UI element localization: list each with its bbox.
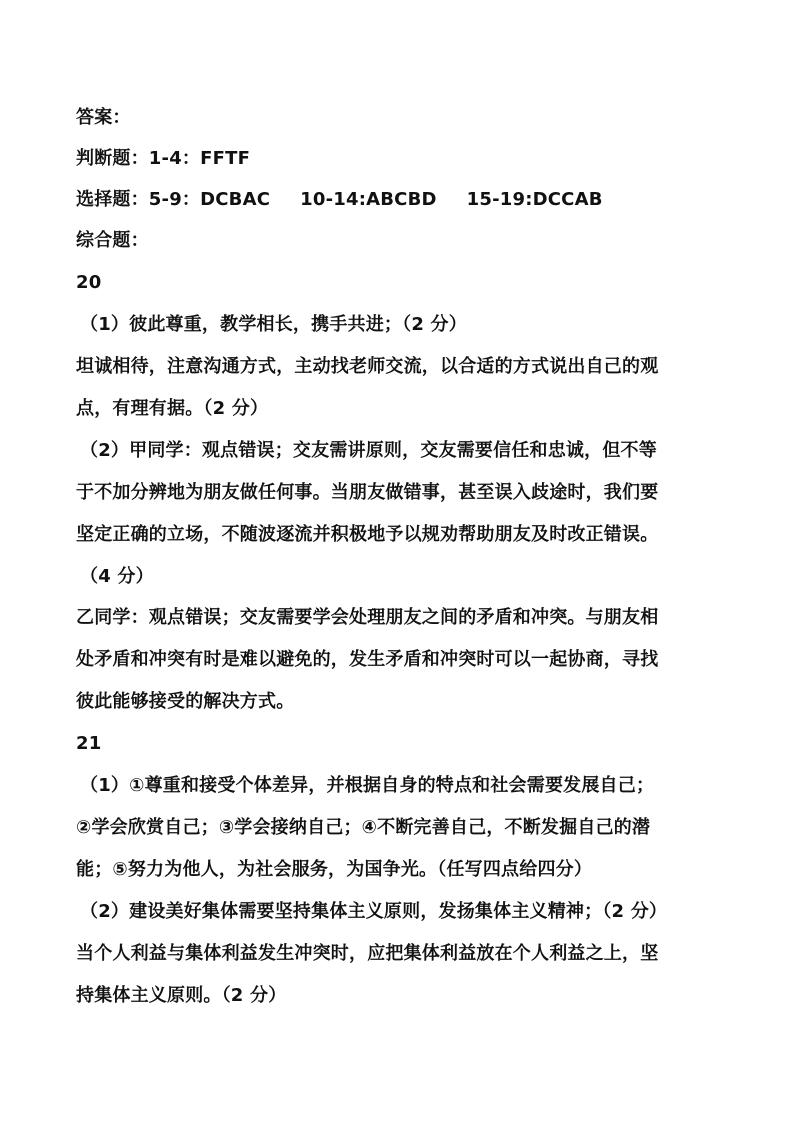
q20-part1-line2: 坦诚相待，注意沟通方式，主动找老师交流，以合适的方式说出自己的观: [76, 356, 659, 377]
choice-answers-15-19: 15-19:DCCAB: [466, 189, 603, 210]
q20-part2-line3: 坚定正确的立场，不随波逐流并积极地予以规劝帮助朋友及时改正错误。: [76, 524, 659, 545]
choice-answers-5-9: 选择题：5-9：DCBAC: [76, 189, 271, 210]
q20-part1-line3: 点，有理有据。（2 分）: [76, 398, 269, 419]
q21-part2-line3: 持集体主义原则。（2 分）: [76, 985, 287, 1006]
q21-part2-line2: 当个人利益与集体利益发生冲突时，应把集体利益放在个人利益之上，坚: [76, 943, 659, 964]
q20-part2-line1: （2）甲同学：观点错误；交友需讲原则，交友需要信任和忠诚，但不等: [80, 440, 657, 461]
true-false-answers: 判断题：1-4：FFTF: [76, 148, 251, 169]
comprehensive-heading: 综合题：: [76, 230, 149, 251]
q20-part3-line3: 彼此能够接受的解决方式。: [76, 691, 295, 712]
q21-part1-line3: 能；⑤努力为他人，为社会服务，为国争光。（任写四点给四分）: [76, 859, 593, 880]
q20-part3-line1: 乙同学：观点错误；交友需要学会处理朋友之间的矛盾和冲突。与朋友相: [76, 607, 659, 628]
q20-part2-line2: 于不加分辨地为朋友做任何事。当朋友做错事，甚至误入歧途时，我们要: [76, 482, 659, 503]
q21-part2-line1: （2）建设美好集体需要坚持集体主义原则，发扬集体主义精神；（2 分）: [80, 901, 668, 922]
q20-part2-score: （4 分）: [80, 566, 154, 587]
answers-heading: 答案：: [76, 107, 131, 128]
question-21-number: 21: [76, 733, 102, 754]
q20-part3-line2: 处矛盾和冲突有时是难以避免的，发生矛盾和冲突时可以一起协商，寻找: [76, 649, 659, 670]
q21-part1-line2: ②学会欣赏自己；③学会接纳自己；④不断完善自己，不断发掘自己的潜: [76, 817, 651, 838]
question-20-number: 20: [76, 272, 102, 293]
q21-part1-line1: （1）①尊重和接受个体差异，并根据自身的特点和社会需要发展自己；: [80, 775, 655, 796]
q20-part1-line1: （1）彼此尊重，教学相长，携手共进；（2 分）: [80, 314, 467, 335]
multiple-choice-answers: [76, 188, 726, 212]
choice-answers-10-14: 10-14:ABCBD: [300, 189, 437, 210]
